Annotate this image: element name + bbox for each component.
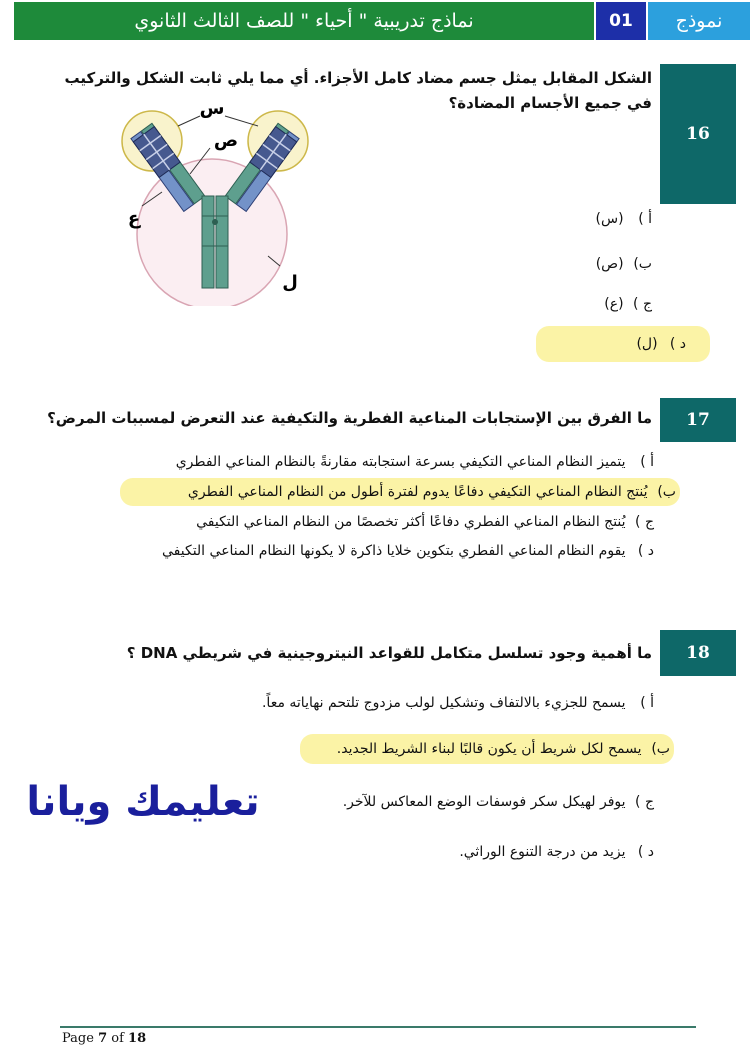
question-17-number: 17 (660, 398, 736, 442)
label-sad: ص (213, 130, 239, 151)
question-16-text: الشكل المقابل يمثل جسم مضاد كامل الأجزاء. أي مما يلي ثابت الشكل والتركيب في جميع الأجسام المضادة؟ (64, 69, 652, 112)
option-letter: ج ) (635, 794, 654, 810)
option-text: يسمح لكل شريط أن يكون قالبًا لبناء الشريط الجديد. (336, 741, 642, 757)
header-title: نماذج تدريبية " أحياء " للصف الثالث الثانوي (14, 2, 594, 40)
option-letter: ج ) (635, 514, 654, 530)
option-letter: د ) (637, 543, 654, 559)
watermark: تعليمك ويانا (26, 779, 260, 825)
option-letter: أ ) (638, 211, 652, 227)
option-text: يُنتج النظام المناعي الفطري دفاعًا أكثر تخصصًا من النظام المناعي التكيفي (196, 514, 626, 530)
header-number: 01 (596, 2, 646, 40)
option-text: (ل) (636, 336, 658, 352)
footer-divider (60, 1026, 696, 1028)
option-text: يوفر لهيكل سكر فوسفات الوضع المعاكس للآخر. (342, 794, 626, 810)
antibody-diagram (100, 96, 340, 306)
q18-option-c[interactable] (300, 789, 654, 815)
q16-option-b[interactable] (520, 251, 652, 277)
question-16-number: 16 (660, 64, 736, 204)
q17-option-c[interactable] (110, 509, 654, 535)
option-text: يُنتج النظام المناعي التكيفي دفاعًا يدوم لفترة أطول من النظام المناعي الفطري (187, 484, 648, 500)
option-letter: د ) (669, 336, 686, 352)
q16-option-d[interactable] (536, 326, 710, 362)
option-text: (ص) (595, 256, 624, 272)
header-tag: نموذج (648, 2, 750, 40)
footer-total: 18 (128, 1031, 147, 1046)
q17-option-a[interactable] (110, 449, 654, 475)
question-18-number: 18 (660, 630, 736, 676)
option-letter: ب) (651, 741, 670, 757)
page-footer (62, 1031, 146, 1046)
q17-option-d[interactable] (110, 538, 654, 564)
q18-option-b[interactable] (300, 734, 674, 764)
q18-option-d[interactable] (400, 839, 654, 865)
option-letter: ب) (657, 484, 676, 500)
page-header (0, 0, 750, 44)
option-text: (س) (595, 211, 624, 227)
q16-option-a[interactable] (520, 206, 652, 232)
option-letter: أ ) (640, 695, 654, 711)
footer-of: of (111, 1031, 124, 1046)
option-letter: ب) (633, 256, 652, 272)
q17-option-b[interactable] (120, 478, 680, 506)
option-letter: ج ) (633, 296, 652, 312)
label-ain: ع (127, 208, 141, 229)
footer-page: 7 (98, 1031, 108, 1046)
q16-option-c[interactable] (520, 291, 652, 317)
q18-option-a[interactable] (200, 690, 654, 716)
question-17-text: ما الفرق بين الإستجابات المناعية الفطرية والتكيفية عند التعرض لمسببات المرض؟ (47, 409, 652, 427)
option-letter: أ ) (640, 454, 654, 470)
question-18-text: ما أهمية وجود تسلسل متكامل للقواعد النيتروجينية في شريطي DNA ؟ (126, 644, 652, 662)
footer-prefix: Page (62, 1031, 94, 1046)
label-s: س (199, 98, 225, 119)
option-letter: د ) (637, 844, 654, 860)
option-text: يقوم النظام المناعي الفطري بتكوين خلايا ذاكرة لا يكونها النظام المناعي التكيفي (161, 543, 626, 559)
option-text: يزيد من درجة التنوع الوراثي. (459, 844, 626, 860)
option-text: يسمح للجزيء بالالتفاف وتشكيل لولب مزدوج تلتحم نهاياته معاً. (261, 695, 626, 711)
label-lam: ل (282, 272, 298, 293)
option-text: يتميز النظام المناعي التكيفي بسرعة استجابته مقارنةً بالنظام المناعي الفطري (175, 454, 626, 470)
option-text: (ع) (604, 296, 624, 312)
